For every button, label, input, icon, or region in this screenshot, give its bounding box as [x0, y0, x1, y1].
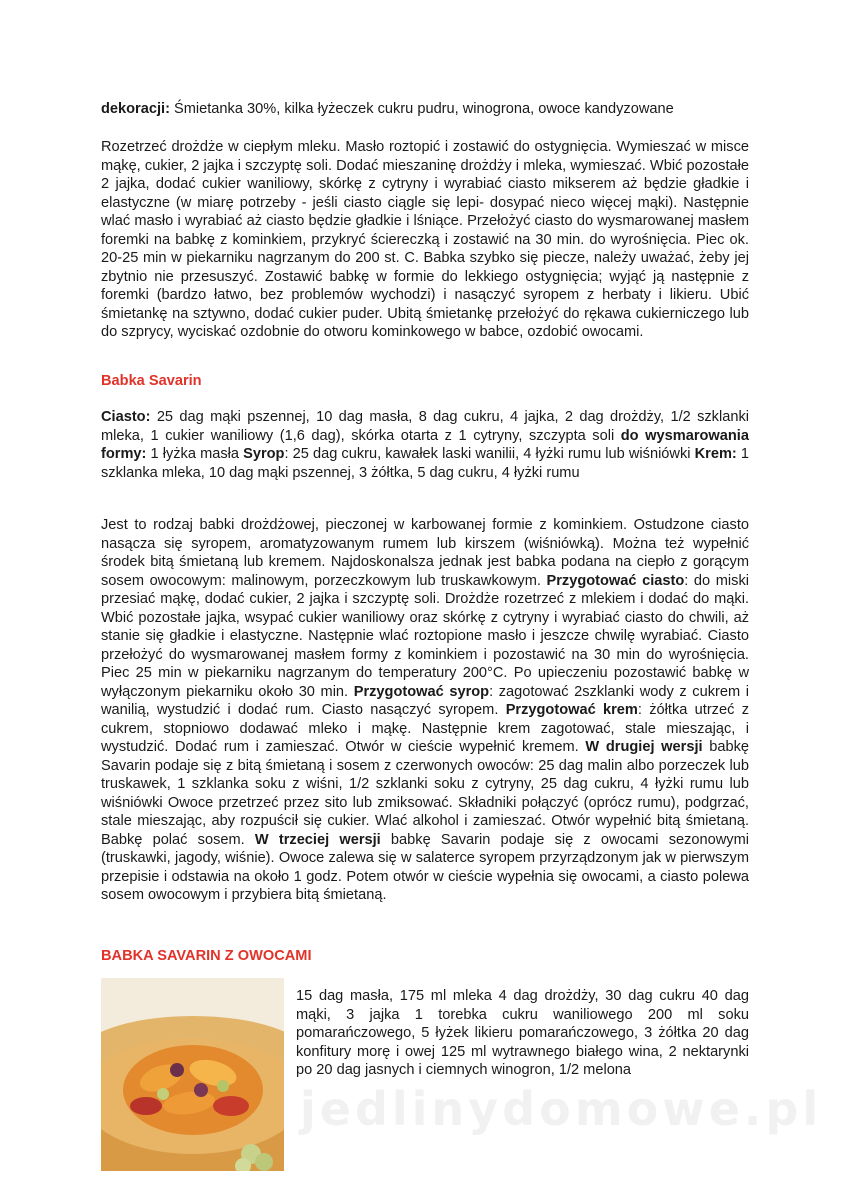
decoration-label: dekoracji:	[101, 101, 170, 117]
ing-text-grease: 1 łyżka masła	[146, 446, 244, 462]
savarin-method-paragraph	[101, 516, 749, 905]
savarin-cake-photo	[101, 978, 284, 1171]
fruit-ingredients: 15 dag masła, 175 ml mleka 4 dag drożdży, 30 dag cukru 40 dag mąki, 3 jajka 1 torebka cukru waniliowego 200 ml soku pomarańczowego, 5 łyżek likieru pomarańczowego, 3 żółtka 20 dag konfitury morę i owej 125 ml wytrawnego białego wina, 2 nektarynki po 20 dag jasnych i ciemnych winogron, 1/2 melona	[296, 988, 749, 1078]
method-text-2: : do miski przesiać mąkę, dodać cukier, 2 jajka i szczyptę soli. Drożdże rozetrzeć z mlekiem i dodać do mąki. Wbić pozostałe jajka, wsypać cukier waniliowy oraz skórkę z cytryny i wyrabiać ciasto do chwili, aż stanie się gładkie i elastyczne. Następnie wlać roztopione masło i jeszcze chwilę wyrabiać. Ciasto przełożyć do wysmarowanej masłem formy z kominkiem i pozostawić na 30 min do wyrośnięcia. Piec 25 min w piekarniku nagrzanym do temperatury 200°C. Po upieczeniu pozostawić babkę w wyłączonym piekarniku około 30 min.	[101, 572, 749, 700]
decoration-ingredients	[101, 100, 749, 119]
fruit-savarin-heading: BABKA SAVARIN Z OWOCAMI	[101, 948, 312, 964]
method-label-cream: Przygotować krem	[505, 702, 638, 718]
ing-label-grease: do wysmarowania formy:	[101, 427, 749, 462]
decoration-text: Śmietanka 30%, kilka łyżeczek cukru pudru, winogrona, owoce kandyzowane	[169, 101, 674, 117]
cake-illustration	[101, 978, 284, 1171]
savarin-heading: Babka Savarin	[101, 373, 202, 389]
ing-label-dough: Ciasto:	[101, 409, 151, 425]
intro-method-paragraph: Rozetrzeć drożdże w ciepłym mleku. Masło roztopić i zostawić do ostygnięcia. Wymieszać w misce mąkę, cukier, 2 jajka i szczyptę soli. Dodać mieszaninę drożdży i mleka, wymieszać. Wbić pozostałe 2 jajka, dodać cukier waniliowy, skórkę z cytryny i wyrabiać ciasto mikserem aż będzie gładkie i elastyczne (w miarę potrzeby - jeśli ciasto ciągle się lepi- dosypać nieco więcej mąki). Następnie wlać masło i wyrabiać aż ciasto będzie gładkie i lśniące. Przełożyć ciasto do wysmarowanej masłem foremki na babkę z kominkiem, przykryć ściereczką i zostawić na 30 min. do wyrośnięcia. Piec ok. 20-25 min w piekarniku nagrzanym do 200 st. C. Babka szybko się piecze, należy uważać, żeby jej zbytnio nie przesuszyć. Zostawić babkę w formie do lekkiego ostygnięcia; wyjąć ją następnie z foremki (bardzo łatwo, bez problemów wychodzi) i nasączyć syropem z herbaty i likieru. Ubić śmietankę na sztywno, dodać cukier puder. Ubitą śmietankę przełożyć do rękawa cukierniczego lub do szprycy, wyciskać ozdobnie do otworu kominkowego w babce, ozdobić owocami.	[101, 139, 749, 340]
method-label-second-version: W drugiej wersji	[585, 739, 703, 755]
method-text-3: : zagotować 2szklanki wody z cukrem i wanilią, wystudzić i dodać rum. Ciasto nasączyć syropem.	[101, 683, 749, 718]
method-text-5: babkę Savarin podaje się z bitą śmietaną i sosem z czerwonych owoców: 25 dag malin albo porzeczek lub truskawek, 1 szklanka soku z wiśni, 1/2 szklanki soku z cytryny, 25 dag cukru, 4 łyżki rumu lub wiśniówki Owoce przetrzeć przez sito lub zmiksować. Składniki połączyć (oprócz rumu), podgrzać, stale mieszając, aby rozpuścił się cukier. Wlać alkohol i zamieszać. Otwór wypełnić bitą śmietaną. Babkę polać sosem.	[101, 739, 749, 848]
method-label-dough: Przygotować ciasto	[546, 572, 685, 589]
ing-label-syrup: Syrop	[243, 446, 285, 462]
ing-text-syrup: : 25 dag cukru, kawałek laski wanilii, 4 łyżki rumu lub wiśniówki	[284, 446, 695, 462]
savarin-ingredients	[101, 408, 749, 482]
method-text-4: : żółtka utrzeć z cukrem, stopniowo dodawać mleko i mąkę. Następnie krem zagotować, stale mieszając, i wystudzić. Dodać rum i zamieszać. Otwór w cieście wypełnić kremem.	[101, 702, 749, 755]
ing-text-dough: 25 dag mąki pszennej, 10 dag masła, 8 dag cukru, 4 jajka, 2 dag drożdży, 1/2 szklanki mleka, 1 cukier waniliowy (1,6 dag), skórka otarta z 1 cytryny, szczypta soli	[101, 409, 749, 444]
ing-label-cream: Krem:	[694, 446, 737, 462]
method-text-6: babkę Savarin podaje się z owocami sezonowymi (truskawki, jagody, wiśnie). Owoce zalewa się w salaterce syropem przyrządzonym jak w pierwszym przepisie i odstawia na około 1 godz. Potem otwór w cieście wypełnia się owocami, a ciasto polewa sosem owocowym i przybiera bitą śmietaną.	[101, 831, 749, 903]
method-label-syrup: Przygotować syrop	[353, 683, 490, 700]
ing-text-cream: 1 szklanka mleka, 10 dag mąki pszennej, 3 żółtka, 5 dag cukru, 4 łyżki rumu	[101, 446, 749, 481]
method-label-third-version: W trzeciej wersji	[254, 831, 381, 848]
method-text-1: Jest to rodzaj babki drożdżowej, pieczonej w karbowanej formie z kominkiem. Ostudzone ciasto nasącza się syropem, aromatyzowanym rumem lub kirszem (wiśniówką). Można też wypełnić środek bitą śmietaną lub kremem. Najdoskonalsza jednak jest babka podana na ciepło z gorącym sosem owocowym: malinowym, porzeczkowym lub truskawkowym.	[101, 517, 749, 589]
site-watermark: jedlinydomowe.pl	[300, 1082, 823, 1136]
